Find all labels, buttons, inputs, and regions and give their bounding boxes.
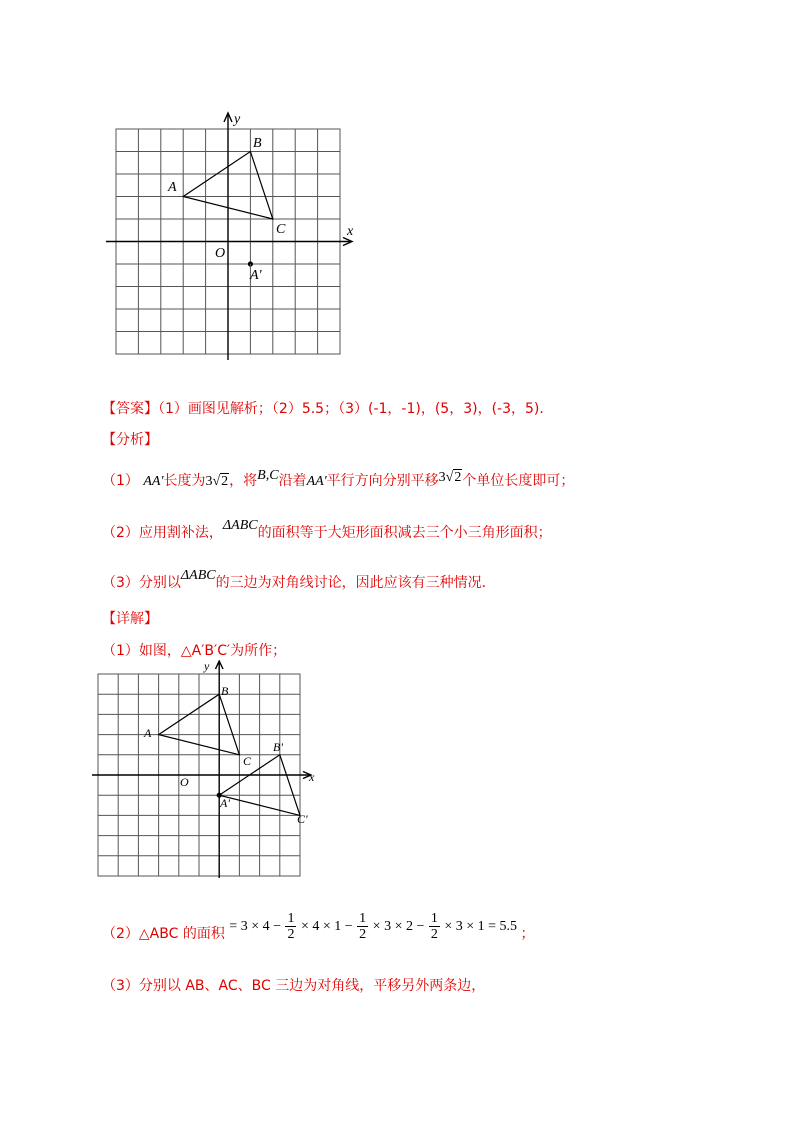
analysis-tag: 【分析】	[102, 432, 158, 448]
label-A: A	[168, 180, 177, 195]
label-O-2: O	[180, 775, 189, 789]
fraction-half-1: $\frac{1}{2}$	[287, 911, 295, 943]
label-y: y	[234, 112, 241, 127]
answer-line	[102, 398, 553, 418]
label-A-prime-2: A'	[220, 796, 230, 810]
fraction-half-2: $\frac{1}{2}$	[359, 911, 367, 943]
analysis-p2: （2）应用割补法，ΔABC的面积等于大矩形面积减去三个小三角形面积；	[102, 518, 552, 541]
label-A-prime: A'	[250, 268, 262, 283]
detail-p2: （2）△ABC 的面积 = 3 × 4 − $\frac{1}{2}$ × 4 × 1 − $\frac{1}{2}$ × 3 × 2 − $\frac{1}{2}$ × 3 × 1 = 5.5 ；	[102, 911, 535, 943]
sqrt-expression-2: 3√2	[438, 470, 462, 485]
answer-text: （1）画图见解析；（2）5.5；（3）(-1，-1)，(5，3)，(-3，5)．	[158, 401, 554, 417]
segment-AA-prime: AA'	[143, 474, 164, 489]
segment-AA-prime-2: AA'	[306, 474, 327, 489]
triangle-ABC-symbol: ΔABC	[222, 518, 258, 533]
analysis-p1: （1） AA'长度为3√2，将B,C沿着AA'平行方向分别平移3√2个单位长度即可；	[102, 468, 575, 489]
label-x-2: x	[309, 770, 315, 784]
detail-p3: （3）分别以 AB、AC、BC 三边为对角线，平移另外两条边，	[102, 978, 486, 994]
label-C: C	[276, 222, 286, 237]
label-B: B	[253, 136, 262, 151]
label-B-prime: B'	[273, 740, 283, 754]
answer-tag: 【答案】	[102, 401, 158, 417]
analysis-p3: （3）分别以ΔABC的三边为对角线讨论，因此应该有三种情况．	[102, 568, 496, 591]
area-equation: = 3 × 4 − $\frac{1}{2}$ × 4 × 1 − $\frac{1}{2}$ × 3 × 2 − $\frac{1}{2}$ × 3 × 1 = 5.5	[229, 911, 518, 943]
label-O: O	[215, 246, 226, 261]
detail-tag: 【详解】	[102, 611, 158, 627]
label-C-2: C	[243, 754, 252, 768]
label-B-2: B	[221, 684, 229, 698]
triangle-ABC-symbol-2: ΔABC	[180, 568, 216, 583]
label-C-prime: C'	[297, 812, 308, 826]
label-A-2: A	[144, 726, 152, 740]
label-y-2: y	[204, 660, 210, 673]
axes	[106, 113, 352, 360]
detail-p1: （1）如图，△A′B′C′为所作；	[102, 643, 287, 659]
coordinate-grid-figure-1	[100, 105, 370, 365]
coordinate-grid-figure-2	[92, 660, 332, 880]
sqrt-expression: 3√2	[205, 474, 229, 489]
label-x: x	[347, 224, 354, 239]
fraction-half-3: $\frac{1}{2}$	[430, 911, 438, 943]
axes-2	[92, 661, 311, 878]
points-BC: B,C	[257, 468, 279, 483]
